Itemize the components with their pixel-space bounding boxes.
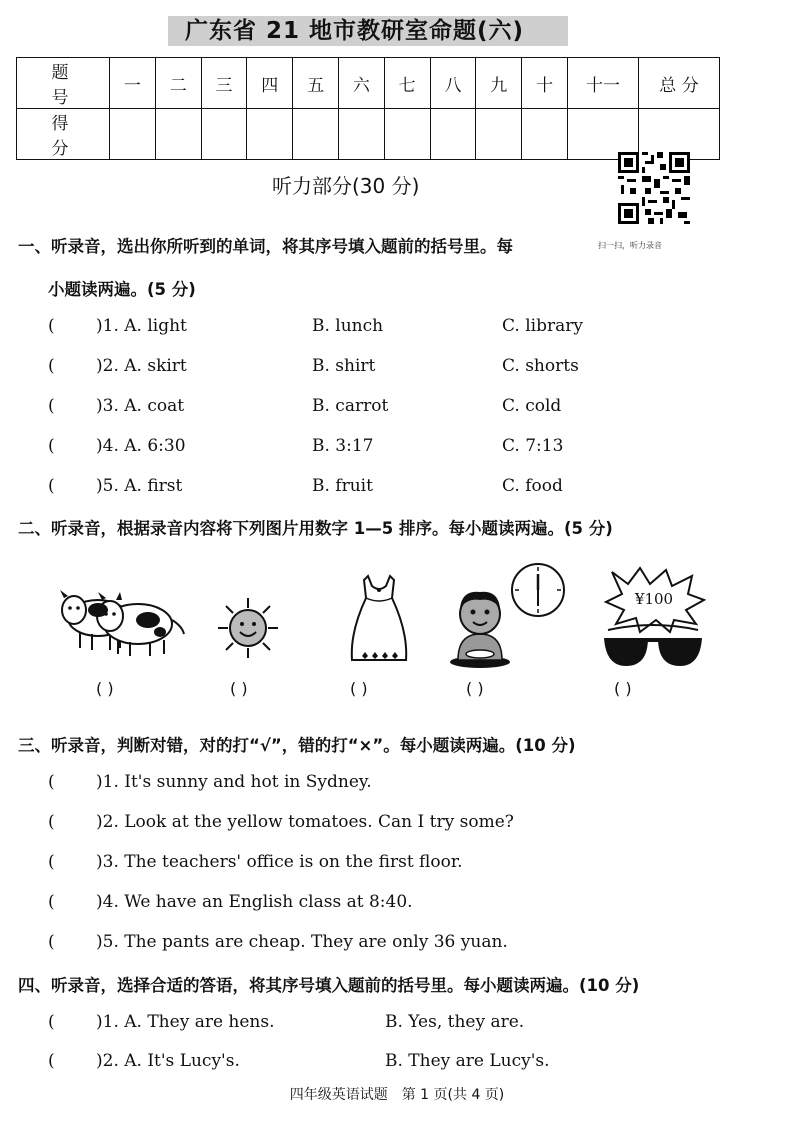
answer-bracket[interactable]: ( [48,476,55,496]
score-table-header-row [17,58,720,109]
score-cell[interactable] [201,109,247,160]
col-11: 十一 [568,58,639,109]
score-cell[interactable] [110,109,156,160]
option-a: )2. A. It's Lucy's. [96,1051,240,1071]
option-b: B. shirt [312,356,376,376]
score-cell[interactable] [293,109,339,160]
col-7: 七 [384,58,430,109]
statement-text: )4. We have an English class at 8:40. [96,892,413,912]
qr-caption: 扫一扫，听力录音 [598,241,662,250]
listening-title: 听力部分(30 分) [272,174,420,198]
answer-bracket[interactable]: ( [48,812,55,832]
col-total: 总 分 [639,58,720,109]
score-table [16,57,720,160]
col-3: 三 [201,58,247,109]
section3-heading: 三、听录音，判断对错，对的打“√”，错的打“×”。每小题读两遍。(10 分) [18,736,576,755]
price-tag: ¥100 [634,590,674,608]
answer-bracket[interactable]: ( [48,316,55,336]
row-label-score: 得 分 [17,109,110,160]
col-8: 八 [430,58,476,109]
answer-bracket[interactable]: ( [48,892,55,912]
col-4: 四 [247,58,293,109]
score-cell[interactable] [247,109,293,160]
answer-bracket[interactable]: ( [48,852,55,872]
option-a: )1. A. They are hens. [96,1012,275,1032]
option-a: )1. A. light [96,316,187,336]
section1-heading-cont: 小题读两遍。(5 分) [48,280,196,299]
picture-answer-2[interactable]: ( ) [230,679,248,698]
statement-text: )2. Look at the yellow tomatoes. Can I try some? [96,812,514,832]
col-10: 十 [522,58,568,109]
qr-code-icon[interactable] [618,152,690,224]
statement-text: )3. The teachers' office is on the first floor. [96,852,463,872]
option-c: C. library [502,316,583,336]
answer-bracket[interactable]: ( [48,436,55,456]
col-1: 一 [110,58,156,109]
sunglasses-price-picture [600,566,706,672]
option-b: B. carrot [312,396,389,416]
page-footer: 四年级英语试题 第 1 页(共 4 页) [289,1087,505,1103]
answer-bracket[interactable]: ( [48,1012,55,1032]
option-b: B. They are Lucy's. [385,1051,550,1071]
option-c: C. shorts [502,356,579,376]
section4-heading: 四、听录音，选择合适的答语，将其序号填入题前的括号里。每小题读两遍。(10 分) [18,976,640,995]
col-6: 六 [338,58,384,109]
score-cell[interactable] [338,109,384,160]
option-c: C. cold [502,396,562,416]
score-cell[interactable] [155,109,201,160]
picture-answer-4[interactable]: ( ) [466,679,484,698]
score-cell[interactable] [522,109,568,160]
answer-bracket[interactable]: ( [48,356,55,376]
section2-heading: 二、听录音，根据录音内容将下列图片用数字 1—5 排序。每小题读两遍。(5 分) [18,519,613,538]
boy-eating-clock-picture [448,562,566,668]
picture-answer-1[interactable]: ( ) [96,679,114,698]
answer-bracket[interactable]: ( [48,772,55,792]
dress-picture [348,572,410,664]
cows-picture [58,580,188,658]
answer-bracket[interactable]: ( [48,1051,55,1071]
option-c: C. 7:13 [502,436,564,456]
option-a: )4. A. 6:30 [96,436,186,456]
option-a: )5. A. first [96,476,183,496]
option-b: B. 3:17 [312,436,374,456]
answer-bracket[interactable]: ( [48,396,55,416]
section1-heading: 一、听录音，选出你所听到的单词，将其序号填入题前的括号里。每 [18,237,513,256]
option-b: B. lunch [312,316,384,336]
col-5: 五 [293,58,339,109]
col-2: 二 [155,58,201,109]
option-b: B. fruit [312,476,373,496]
option-c: C. food [502,476,563,496]
score-cell[interactable] [384,109,430,160]
picture-answer-5[interactable]: ( ) [614,679,632,698]
statement-text: )1. It's sunny and hot in Sydney. [96,772,372,792]
option-a: )2. A. skirt [96,356,187,376]
sun-picture [216,596,280,660]
score-cell[interactable] [430,109,476,160]
page-title: 广东省 21 地市教研室命题(六) [185,18,525,44]
score-cell[interactable] [476,109,522,160]
option-b: B. Yes, they are. [385,1012,525,1032]
row-label-number: 题 号 [17,58,110,109]
statement-text: )5. The pants are cheap. They are only 36 yuan. [96,932,508,952]
picture-answer-3[interactable]: ( ) [350,679,368,698]
option-a: )3. A. coat [96,396,185,416]
score-table-score-row [17,109,720,160]
answer-bracket[interactable]: ( [48,932,55,952]
col-9: 九 [476,58,522,109]
